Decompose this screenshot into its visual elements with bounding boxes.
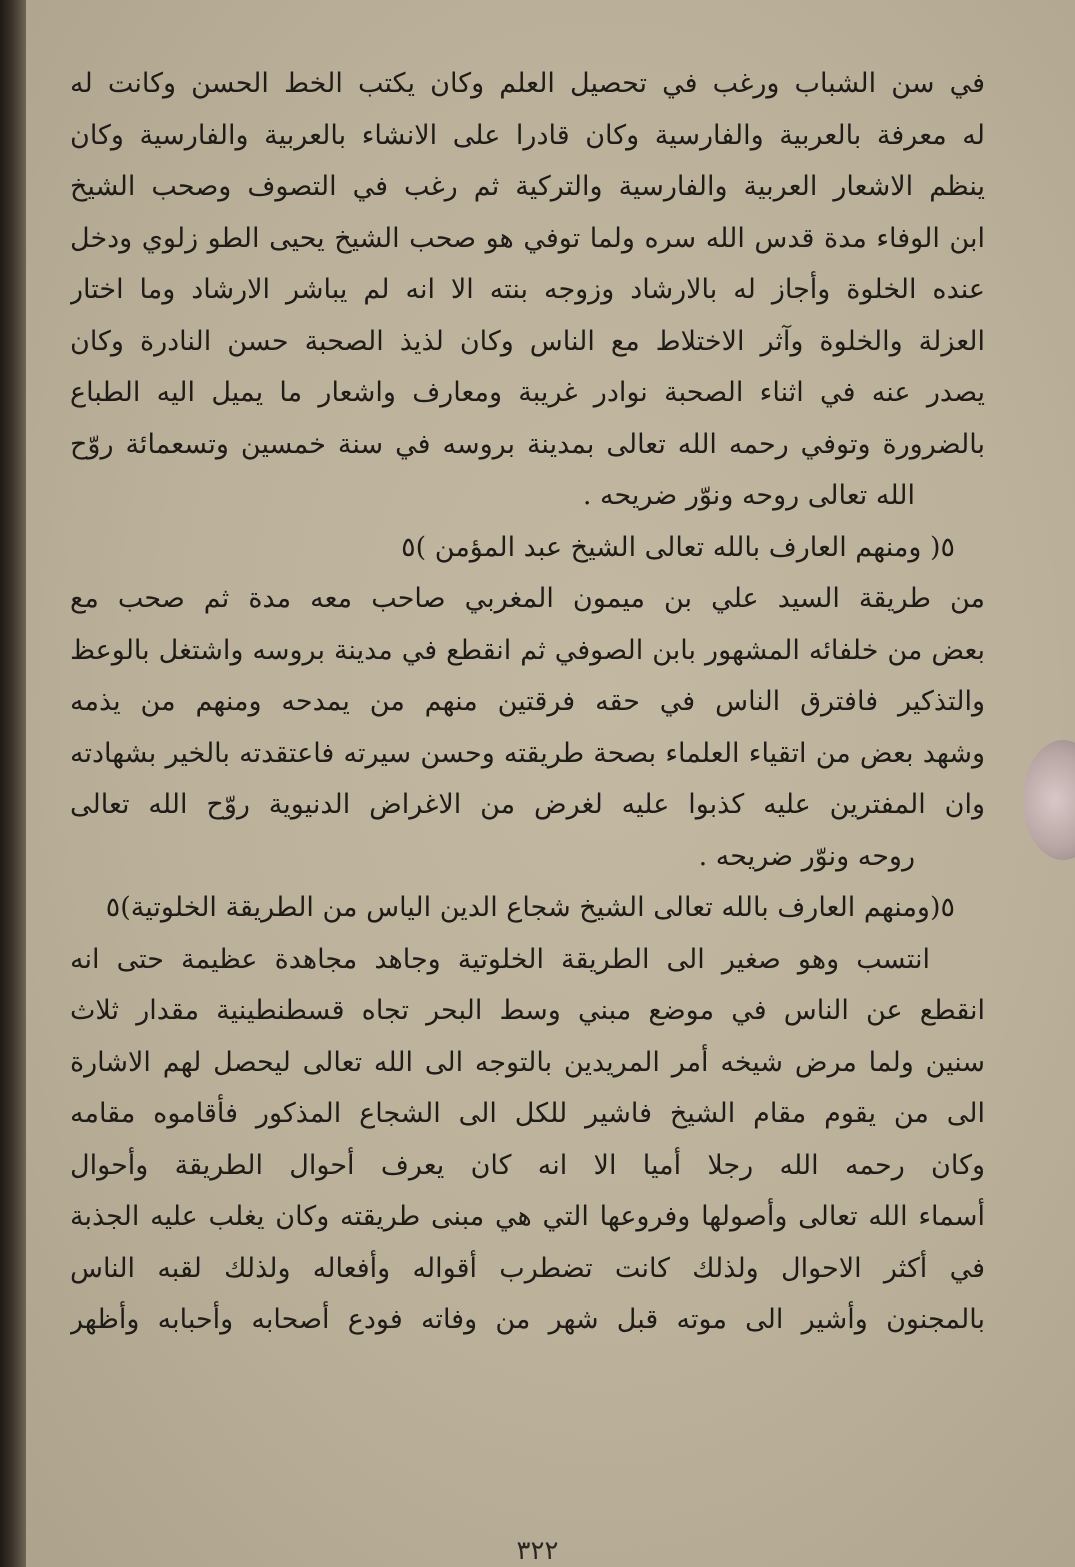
text-line: سنين ولما مرض شيخه أمر المريدين بالتوجه الى الله تعالى ليحصل لهم الاشارة — [70, 1046, 985, 1078]
text-line: روحه ونوّر ضريحه . — [698, 840, 915, 872]
text-line: الى من يقوم مقام الشيخ فاشير للكل الى الشجاع المذكور فأقاموه مقامه — [70, 1098, 985, 1129]
text-line: يصدر عنه في اثناء الصحبة نوادر غريبة ومعارف واشعار ما يميل اليه الطباع — [70, 377, 985, 408]
text-line: وكان رحمه الله رجلا أميا الا انه كان يعرف أحوال الطريقة وأحوال — [70, 1149, 985, 1181]
text-line: الله تعالى روحه ونوّر ضريحه . — [582, 480, 915, 511]
text-line: في أكثر الاحوال ولذلك كانت تضطرب أقواله وأفعاله ولذلك لقبه الناس — [70, 1252, 985, 1284]
book-spine — [0, 0, 26, 1567]
page-number: ٣٢٢ — [516, 1536, 559, 1566]
text-line: بعض من خلفائه المشهور بابن الصوفي ثم انقطع في مدينة بروسه واشتغل بالوعظ — [70, 634, 985, 666]
text-line: عنده الخلوة وأجاز له بالارشاد وزوجه بنته الا انه لم يباشر الارشاد وما اختار — [70, 274, 985, 305]
text-line: ابن الوفاء مدة قدس الله سره ولما توفي هو صحب الشيخ يحيى الطو زلوي ودخل — [70, 222, 985, 254]
text-line: انقطع عن الناس في موضع مبني وسط البحر تجاه قسطنطينية مقدار ثلاث — [70, 995, 985, 1026]
text-body — [70, 58, 985, 1346]
text-line: والتذكير فافترق الناس في حقه فرقتين منهم من يمدحه ومنهم من يذمه — [70, 686, 985, 717]
text-line: ينظم الاشعار العربية والفارسية والتركية ثم رغب في التصوف وصحب الشيخ — [70, 171, 985, 202]
text-line: وان المفترين عليه كذبوا عليه لغرض من الاغراض الدنيوية روّح الله تعالى — [70, 789, 985, 820]
text-line: في سن الشباب ورغب في تحصيل العلم وكان يكتب الخط الحسن وكانت له — [70, 68, 985, 99]
text-line: العزلة والخلوة وآثر الاختلاط مع الناس وكان لذيذ الصحبة حسن النادرة وكان — [70, 325, 985, 357]
text-line: انتسب وهو صغير الى الطريقة الخلوتية وجاهد مجاهدة عظيمة حتى انه — [70, 943, 930, 975]
text-line: له معرفة بالعربية والفارسية وكان قادرا على الانشاء بالعربية والفارسية وكان — [70, 119, 985, 151]
text-line: من طريقة السيد علي بن ميمون المغربي صاحب معه مدة ثم صحب مع — [70, 583, 985, 614]
text-line: وشهد بعض من اتقياء العلماء بصحة طريقته وحسن سيرته فاعتقدته بالخير بشهادته — [70, 737, 985, 769]
section-heading: ٥(ومنهم العارف بالله تعالى الشيخ شجاع الدين الياس من الطريقة الخلوتية)٥ — [105, 892, 955, 923]
text-line: بالضرورة وتوفي رحمه الله تعالى بمدينة بروسه في سنة خمسين وتسعمائة روّح — [70, 428, 985, 460]
text-line: أسماء الله تعالى وأصولها وفروعها التي هي مبنى طريقته وكان يغلب عليه الجذبة — [70, 1201, 985, 1232]
text-line: بالمجنون وأشير الى موته قبل شهر من وفاته فودع أصحابه وأحبابه وأظهر — [70, 1304, 985, 1335]
section-heading: ٥( ومنهم العارف بالله تعالى الشيخ عبد المؤمن )٥ — [401, 531, 955, 563]
